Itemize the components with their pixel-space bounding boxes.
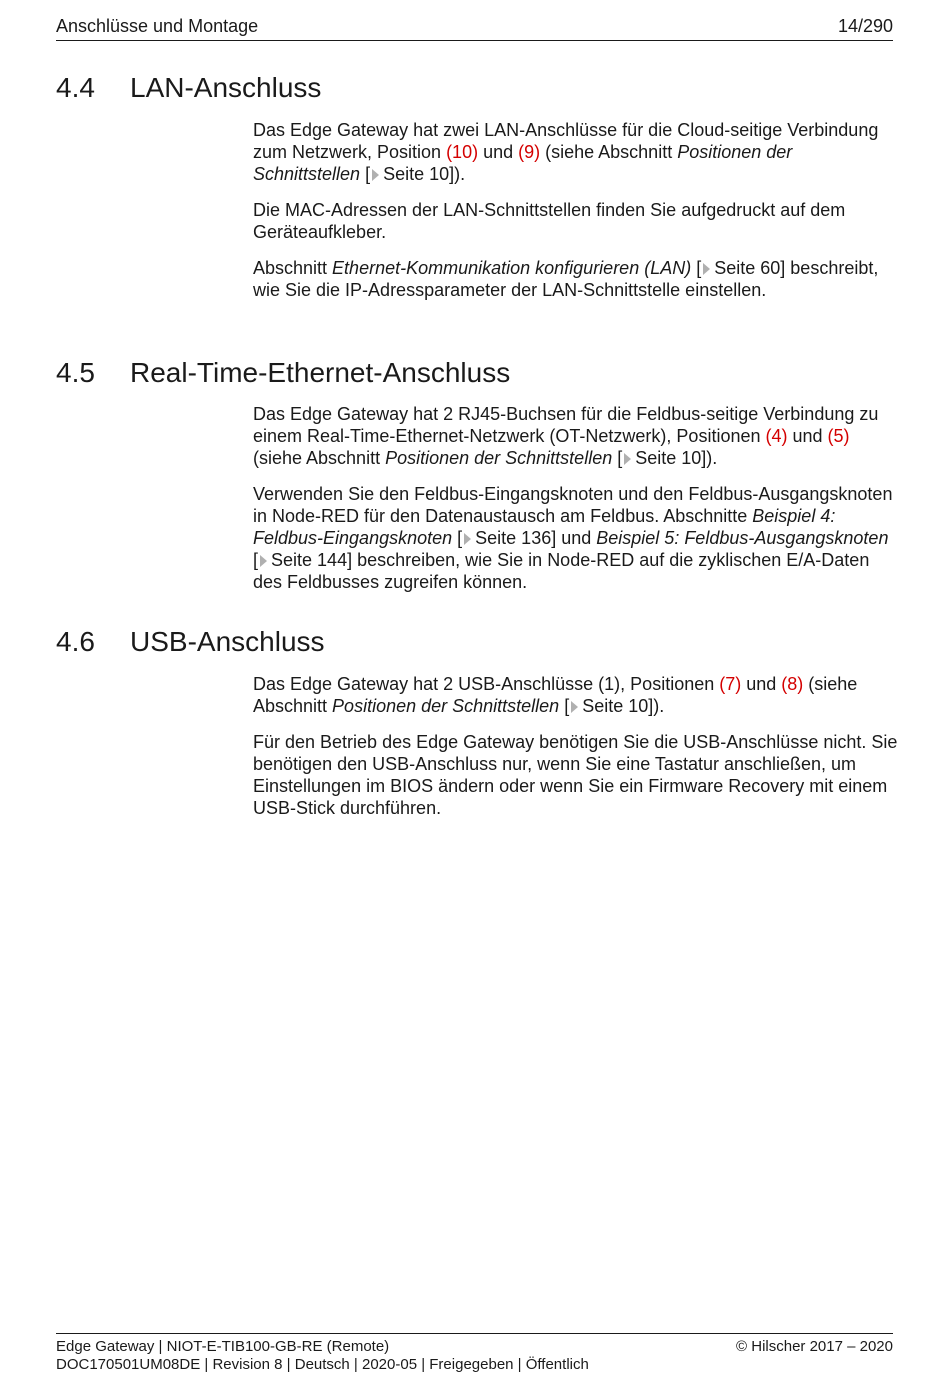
paragraph: Die MAC-Adressen der LAN-Schnittstellen finden Sie aufgedruckt auf dem Geräteaufkleber.	[253, 200, 846, 242]
cross-reference-link[interactable]: Beispiel 4: Feldbus-Eingangsknoten	[253, 506, 836, 548]
xref-arrow-icon	[703, 263, 710, 275]
paragraph: Verwenden Sie den Feldbus-Eingangsknoten und den Feldbus-Ausgangsknoten in Node-RED für den Datenaustausch am Feldbus. Abschnitte Beispiel 4: Feldbus-Eingangsknoten [ Seite 136] und Beispiel 5: Feldbus-Ausgangsknoten [ Seite 144] beschreiben, wie Sie in Node-RED auf die zyklischen E/A-Daten des Feldbusses zugreifen können.	[253, 484, 893, 592]
section-number: 4.6	[56, 626, 95, 657]
section-number: 4.4	[56, 72, 95, 103]
position-ref[interactable]: (4)	[765, 426, 788, 446]
xref-arrow-icon	[372, 169, 379, 181]
section-title: LAN-Anschluss	[130, 72, 322, 103]
page-reference-link[interactable]: Seite 60	[714, 258, 781, 278]
cross-reference-link[interactable]: Positionen der Schnittstellen	[385, 448, 613, 468]
page-footer	[56, 1333, 893, 1374]
page-header	[56, 14, 893, 41]
paragraph: Für den Betrieb des Edge Gateway benötigen Sie die USB-Anschlüsse nicht. Sie benötigen den USB-Anschluss nur, wenn Sie eine Tastatur anschließen, um Einstellungen im BIOS ändern oder wenn Sie ein Firmware Recovery mit einem USB-Stick durchführen.	[253, 732, 898, 818]
cross-reference-link[interactable]: Ethernet-Kommunikation konfigurieren (LAN)	[332, 258, 692, 278]
section-title: USB-Anschluss	[130, 626, 325, 657]
page-reference-link[interactable]: Seite 10	[635, 448, 702, 468]
cross-reference-link[interactable]: Beispiel 5: Feldbus-Ausgangsknoten	[596, 528, 889, 548]
footer-copyright: © Hilscher 2017 – 2020	[736, 1338, 893, 1355]
section-heading-4-5	[56, 356, 510, 390]
position-ref[interactable]: (5)	[827, 426, 850, 446]
paragraph: Abschnitt Ethernet-Kommunikation konfigurieren (LAN) [ Seite 60] beschreibt, wie Sie die IP-Adressparameter der LAN-Schnittstelle einstellen.	[253, 258, 879, 300]
page-reference-link[interactable]: Seite 10	[582, 696, 649, 716]
section-heading-4-6	[56, 625, 325, 659]
section-body-4-6	[253, 673, 898, 833]
section-heading-4-4	[56, 71, 321, 105]
xref-arrow-icon	[260, 555, 267, 567]
cross-reference-link[interactable]: Positionen der Schnittstellen	[253, 142, 793, 184]
xref-arrow-icon	[571, 701, 578, 713]
position-ref[interactable]: (8)	[781, 674, 804, 694]
page-reference-link[interactable]: Seite 144	[271, 550, 348, 570]
section-title: Real-Time-Ethernet-Anschluss	[130, 357, 511, 388]
position-ref[interactable]: (10)	[446, 142, 479, 162]
section-body-4-5	[253, 403, 898, 607]
chapter-title: Anschlüsse und Montage	[56, 16, 259, 36]
cross-reference-link[interactable]: Positionen der Schnittstellen	[332, 696, 560, 716]
xref-arrow-icon	[624, 453, 631, 465]
position-ref[interactable]: (7)	[719, 674, 742, 694]
paragraph: Das Edge Gateway hat 2 RJ45-Buchsen für die Feldbus-seitige Verbindung zu einem Real-Time-Ethernet-Netzwerk (OT-Netzwerk), Positionen (4) und (5) (siehe Abschnitt Positionen der Schnittstellen [ Seite 10]).	[253, 404, 879, 468]
footer-doc-info: DOC170501UM08DE | Revision 8 | Deutsch | 2020-05 | Freigegeben | Öffentlich	[56, 1356, 589, 1373]
xref-arrow-icon	[464, 533, 471, 545]
section-number: 4.5	[56, 357, 95, 388]
section-body-4-4	[253, 119, 898, 315]
page-number: 14/290	[837, 16, 893, 36]
paragraph: Das Edge Gateway hat 2 USB-Anschlüsse (1), Positionen (7) und (8) (siehe Abschnitt Positionen der Schnittstellen [ Seite 10]).	[253, 674, 858, 716]
page-reference-link[interactable]: Seite 10	[383, 164, 450, 184]
footer-product: Edge Gateway | NIOT-E-TIB100-GB-RE (Remote)	[56, 1338, 390, 1355]
position-ref[interactable]: (9)	[518, 142, 541, 162]
page-reference-link[interactable]: Seite 136	[475, 528, 552, 548]
paragraph: Das Edge Gateway hat zwei LAN-Anschlüsse für die Cloud-seitige Verbindung zum Netzwerk, Position (10) und (9) (siehe Abschnitt Positionen der Schnittstellen [ Seite 10]).	[253, 120, 879, 184]
